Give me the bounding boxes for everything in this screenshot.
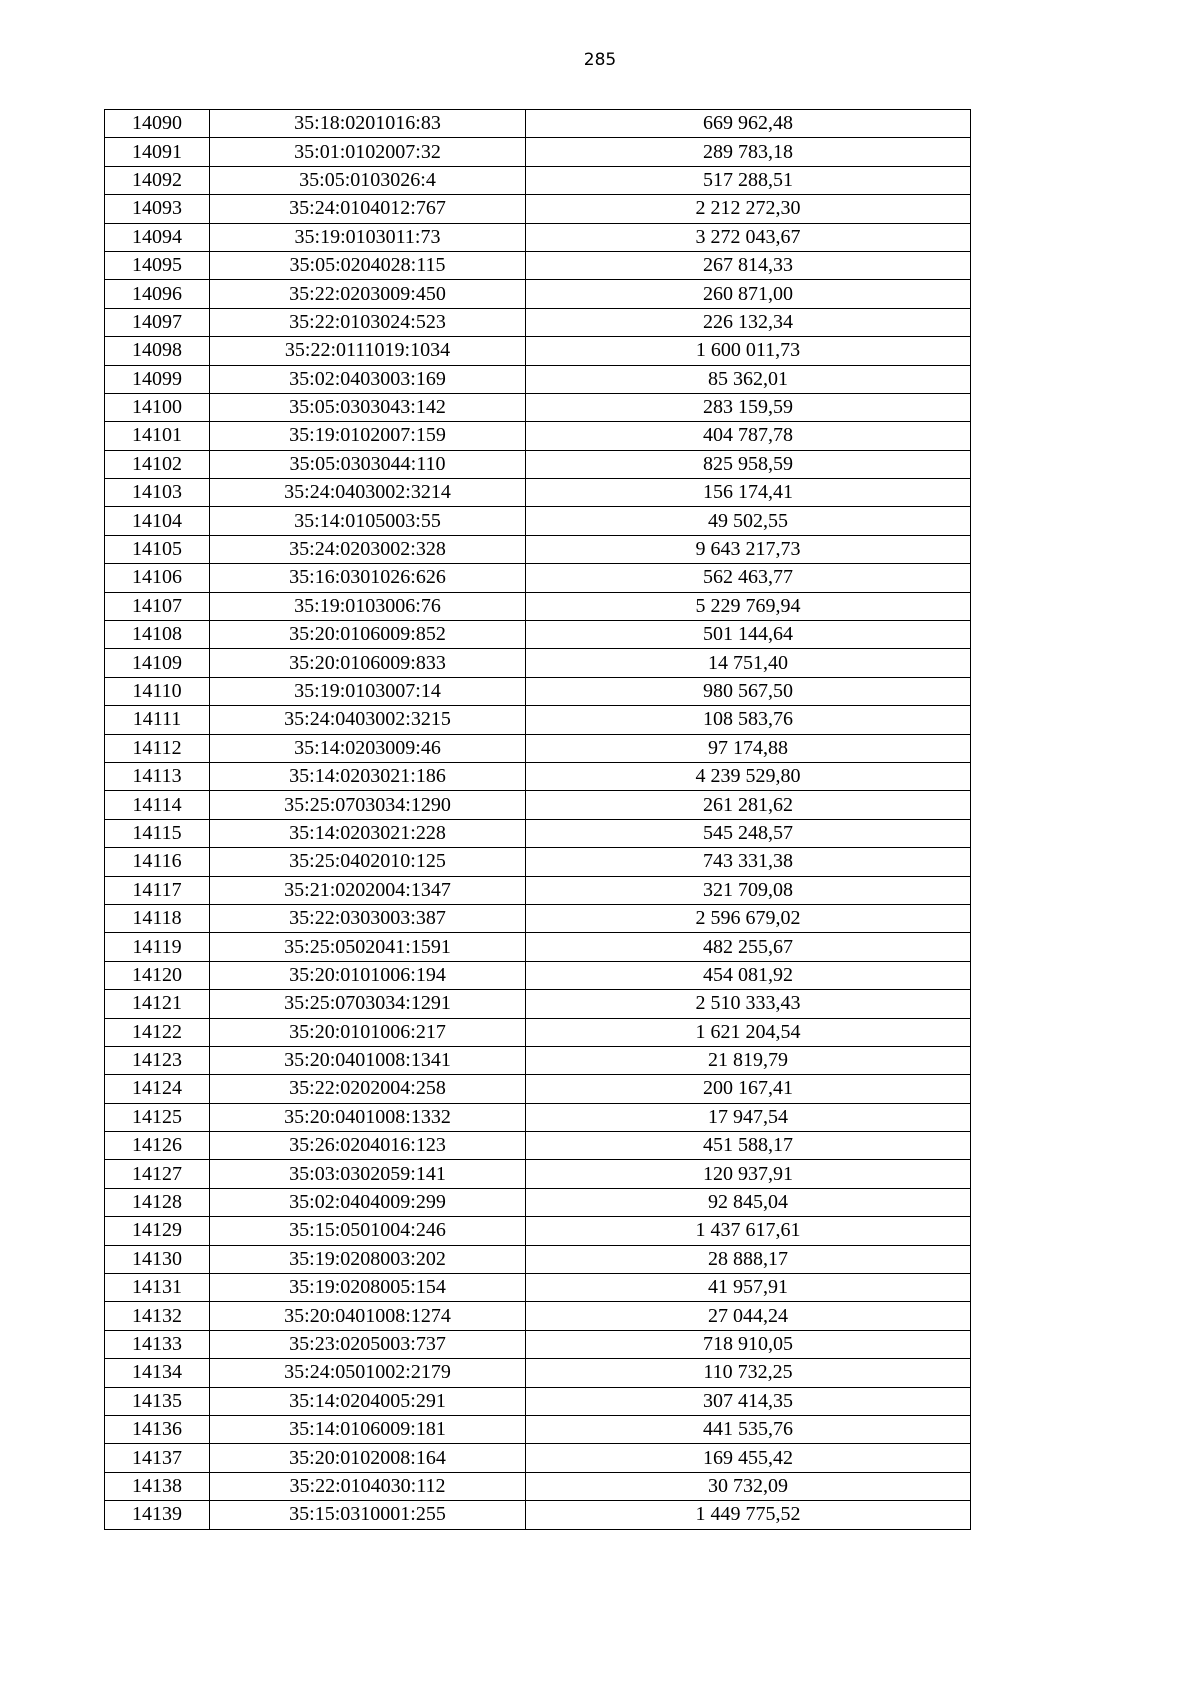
value-cell: 156 174,41: [526, 479, 971, 507]
cadastral-number-cell: 35:24:0104012:767: [210, 195, 526, 223]
table-row: [105, 251, 971, 279]
cadastral-number-cell: 35:14:0203021:186: [210, 762, 526, 790]
value-cell: 307 414,35: [526, 1387, 971, 1415]
table-row: [105, 1302, 971, 1330]
value-cell: 92 845,04: [526, 1188, 971, 1216]
cadastral-number-cell: 35:14:0204005:291: [210, 1387, 526, 1415]
value-cell: 110 732,25: [526, 1359, 971, 1387]
table-row: [105, 848, 971, 876]
table-row: [105, 791, 971, 819]
row-number-cell: 14128: [105, 1188, 210, 1216]
cadastral-number-cell: 35:20:0101006:194: [210, 961, 526, 989]
row-number-cell: 14136: [105, 1415, 210, 1443]
value-cell: 9 643 217,73: [526, 535, 971, 563]
row-number-cell: 14122: [105, 1018, 210, 1046]
table-row: [105, 1472, 971, 1500]
value-cell: 454 081,92: [526, 961, 971, 989]
value-cell: 441 535,76: [526, 1415, 971, 1443]
table-row: [105, 365, 971, 393]
value-cell: 3 272 043,67: [526, 223, 971, 251]
value-cell: 283 159,59: [526, 393, 971, 421]
cadastral-number-cell: 35:02:0403003:169: [210, 365, 526, 393]
value-cell: 120 937,91: [526, 1160, 971, 1188]
value-cell: 669 962,48: [526, 110, 971, 138]
table-row: [105, 138, 971, 166]
table-row: [105, 1132, 971, 1160]
value-cell: 321 709,08: [526, 876, 971, 904]
cadastral-number-cell: 35:16:0301026:626: [210, 564, 526, 592]
value-cell: 1 600 011,73: [526, 337, 971, 365]
table-row: [105, 393, 971, 421]
value-cell: 482 255,67: [526, 933, 971, 961]
page-number: 285: [583, 50, 617, 70]
table-row: [105, 762, 971, 790]
value-cell: 404 787,78: [526, 422, 971, 450]
value-cell: 562 463,77: [526, 564, 971, 592]
cadastral-number-cell: 35:18:0201016:83: [210, 110, 526, 138]
table-row: [105, 1103, 971, 1131]
row-number-cell: 14113: [105, 762, 210, 790]
value-cell: 85 362,01: [526, 365, 971, 393]
table-row: [105, 535, 971, 563]
row-number-cell: 14133: [105, 1330, 210, 1358]
table-body: [105, 110, 971, 1530]
table-row: [105, 1046, 971, 1074]
value-cell: 28 888,17: [526, 1245, 971, 1273]
row-number-cell: 14098: [105, 337, 210, 365]
row-number-cell: 14126: [105, 1132, 210, 1160]
cadastral-number-cell: 35:19:0103006:76: [210, 592, 526, 620]
cadastral-number-cell: 35:24:0203002:328: [210, 535, 526, 563]
table-row: [105, 308, 971, 336]
cadastral-number-cell: 35:25:0402010:125: [210, 848, 526, 876]
value-cell: 517 288,51: [526, 166, 971, 194]
row-number-cell: 14107: [105, 592, 210, 620]
row-number-cell: 14095: [105, 251, 210, 279]
value-cell: 451 588,17: [526, 1132, 971, 1160]
row-number-cell: 14093: [105, 195, 210, 223]
table-row: [105, 507, 971, 535]
table-row: [105, 450, 971, 478]
cadastral-number-cell: 35:22:0203009:450: [210, 280, 526, 308]
value-cell: 169 455,42: [526, 1444, 971, 1472]
cadastral-number-cell: 35:19:0102007:159: [210, 422, 526, 450]
row-number-cell: 14102: [105, 450, 210, 478]
value-cell: 200 167,41: [526, 1075, 971, 1103]
row-number-cell: 14103: [105, 479, 210, 507]
row-number-cell: 14114: [105, 791, 210, 819]
cadastral-number-cell: 35:05:0103026:4: [210, 166, 526, 194]
value-cell: 267 814,33: [526, 251, 971, 279]
row-number-cell: 14096: [105, 280, 210, 308]
table-row: [105, 564, 971, 592]
row-number-cell: 14090: [105, 110, 210, 138]
table-row: [105, 1444, 971, 1472]
row-number-cell: 14094: [105, 223, 210, 251]
row-number-cell: 14108: [105, 621, 210, 649]
table-row: [105, 734, 971, 762]
value-cell: 226 132,34: [526, 308, 971, 336]
cadastral-number-cell: 35:15:0310001:255: [210, 1501, 526, 1529]
row-number-cell: 14104: [105, 507, 210, 535]
table-row: [105, 1160, 971, 1188]
value-cell: 108 583,76: [526, 706, 971, 734]
row-number-cell: 14137: [105, 1444, 210, 1472]
table-row: [105, 1359, 971, 1387]
cadastral-number-cell: 35:19:0208005:154: [210, 1274, 526, 1302]
value-cell: 27 044,24: [526, 1302, 971, 1330]
row-number-cell: 14101: [105, 422, 210, 450]
cadastral-number-cell: 35:01:0102007:32: [210, 138, 526, 166]
table-row: [105, 1188, 971, 1216]
table-row: [105, 876, 971, 904]
row-number-cell: 14125: [105, 1103, 210, 1131]
table-row: [105, 1245, 971, 1273]
table-row: [105, 649, 971, 677]
cadastral-number-cell: 35:20:0101006:217: [210, 1018, 526, 1046]
table-row: [105, 990, 971, 1018]
row-number-cell: 14124: [105, 1075, 210, 1103]
cadastral-number-cell: 35:03:0302059:141: [210, 1160, 526, 1188]
row-number-cell: 14106: [105, 564, 210, 592]
table-row: [105, 961, 971, 989]
value-cell: 1 449 775,52: [526, 1501, 971, 1529]
cadastral-number-cell: 35:19:0103007:14: [210, 677, 526, 705]
table-row: [105, 195, 971, 223]
value-cell: 41 957,91: [526, 1274, 971, 1302]
cadastral-number-cell: 35:22:0103024:523: [210, 308, 526, 336]
table-row: [105, 706, 971, 734]
cadastral-number-cell: 35:24:0501002:2179: [210, 1359, 526, 1387]
value-cell: 1 437 617,61: [526, 1217, 971, 1245]
table-row: [105, 1330, 971, 1358]
cadastral-number-cell: 35:26:0204016:123: [210, 1132, 526, 1160]
table-row: [105, 1274, 971, 1302]
value-cell: 743 331,38: [526, 848, 971, 876]
table-row: [105, 1018, 971, 1046]
row-number-cell: 14105: [105, 535, 210, 563]
row-number-cell: 14100: [105, 393, 210, 421]
row-number-cell: 14116: [105, 848, 210, 876]
row-number-cell: 14109: [105, 649, 210, 677]
table-row: [105, 677, 971, 705]
row-number-cell: 14119: [105, 933, 210, 961]
cadastral-number-cell: 35:19:0103011:73: [210, 223, 526, 251]
value-cell: 980 567,50: [526, 677, 971, 705]
value-cell: 261 281,62: [526, 791, 971, 819]
cadastral-number-cell: 35:20:0401008:1341: [210, 1046, 526, 1074]
row-number-cell: 14132: [105, 1302, 210, 1330]
value-cell: 4 239 529,80: [526, 762, 971, 790]
value-cell: 97 174,88: [526, 734, 971, 762]
value-cell: 14 751,40: [526, 649, 971, 677]
table-row: [105, 223, 971, 251]
value-cell: 17 947,54: [526, 1103, 971, 1131]
cadastral-number-cell: 35:14:0203021:228: [210, 819, 526, 847]
table-row: [105, 592, 971, 620]
row-number-cell: 14130: [105, 1245, 210, 1273]
cadastral-number-cell: 35:19:0208003:202: [210, 1245, 526, 1273]
cadastral-number-cell: 35:25:0703034:1290: [210, 791, 526, 819]
table-row: [105, 479, 971, 507]
value-cell: 30 732,09: [526, 1472, 971, 1500]
cadastral-number-cell: 35:20:0401008:1274: [210, 1302, 526, 1330]
cadastral-number-cell: 35:02:0404009:299: [210, 1188, 526, 1216]
value-cell: 49 502,55: [526, 507, 971, 535]
cadastral-number-cell: 35:22:0202004:258: [210, 1075, 526, 1103]
row-number-cell: 14134: [105, 1359, 210, 1387]
value-cell: 21 819,79: [526, 1046, 971, 1074]
cadastral-number-cell: 35:14:0105003:55: [210, 507, 526, 535]
cadastral-number-cell: 35:21:0202004:1347: [210, 876, 526, 904]
value-cell: 2 510 333,43: [526, 990, 971, 1018]
cadastral-number-cell: 35:25:0502041:1591: [210, 933, 526, 961]
cadastral-number-cell: 35:15:0501004:246: [210, 1217, 526, 1245]
row-number-cell: 14118: [105, 904, 210, 932]
row-number-cell: 14112: [105, 734, 210, 762]
table-row: [105, 1501, 971, 1529]
registry-table: [104, 109, 971, 1530]
cadastral-number-cell: 35:05:0303044:110: [210, 450, 526, 478]
value-cell: 289 783,18: [526, 138, 971, 166]
table-row: [105, 1415, 971, 1443]
row-number-cell: 14138: [105, 1472, 210, 1500]
cadastral-number-cell: 35:22:0303003:387: [210, 904, 526, 932]
cadastral-number-cell: 35:24:0403002:3214: [210, 479, 526, 507]
cadastral-number-cell: 35:14:0203009:46: [210, 734, 526, 762]
cadastral-number-cell: 35:20:0401008:1332: [210, 1103, 526, 1131]
row-number-cell: 14120: [105, 961, 210, 989]
cadastral-number-cell: 35:05:0204028:115: [210, 251, 526, 279]
value-cell: 1 621 204,54: [526, 1018, 971, 1046]
cadastral-number-cell: 35:23:0205003:737: [210, 1330, 526, 1358]
row-number-cell: 14117: [105, 876, 210, 904]
value-cell: 260 871,00: [526, 280, 971, 308]
table-row: [105, 110, 971, 138]
value-cell: 718 910,05: [526, 1330, 971, 1358]
cadastral-number-cell: 35:24:0403002:3215: [210, 706, 526, 734]
row-number-cell: 14121: [105, 990, 210, 1018]
table-row: [105, 1217, 971, 1245]
table-row: [105, 1075, 971, 1103]
table-row: [105, 280, 971, 308]
row-number-cell: 14127: [105, 1160, 210, 1188]
table-row: [105, 621, 971, 649]
table-row: [105, 933, 971, 961]
table-row: [105, 819, 971, 847]
value-cell: 2 212 272,30: [526, 195, 971, 223]
table-row: [105, 904, 971, 932]
value-cell: 5 229 769,94: [526, 592, 971, 620]
cadastral-number-cell: 35:22:0111019:1034: [210, 337, 526, 365]
row-number-cell: 14110: [105, 677, 210, 705]
cadastral-number-cell: 35:14:0106009:181: [210, 1415, 526, 1443]
row-number-cell: 14135: [105, 1387, 210, 1415]
cadastral-number-cell: 35:22:0104030:112: [210, 1472, 526, 1500]
row-number-cell: 14111: [105, 706, 210, 734]
row-number-cell: 14139: [105, 1501, 210, 1529]
value-cell: 2 596 679,02: [526, 904, 971, 932]
cadastral-number-cell: 35:25:0703034:1291: [210, 990, 526, 1018]
value-cell: 501 144,64: [526, 621, 971, 649]
cadastral-number-cell: 35:05:0303043:142: [210, 393, 526, 421]
value-cell: 825 958,59: [526, 450, 971, 478]
row-number-cell: 14129: [105, 1217, 210, 1245]
row-number-cell: 14131: [105, 1274, 210, 1302]
row-number-cell: 14097: [105, 308, 210, 336]
table-row: [105, 166, 971, 194]
cadastral-number-cell: 35:20:0106009:852: [210, 621, 526, 649]
table-row: [105, 422, 971, 450]
cadastral-number-cell: 35:20:0102008:164: [210, 1444, 526, 1472]
cadastral-number-cell: 35:20:0106009:833: [210, 649, 526, 677]
row-number-cell: 14099: [105, 365, 210, 393]
row-number-cell: 14092: [105, 166, 210, 194]
table-row: [105, 1387, 971, 1415]
row-number-cell: 14091: [105, 138, 210, 166]
table-row: [105, 337, 971, 365]
row-number-cell: 14123: [105, 1046, 210, 1074]
row-number-cell: 14115: [105, 819, 210, 847]
value-cell: 545 248,57: [526, 819, 971, 847]
